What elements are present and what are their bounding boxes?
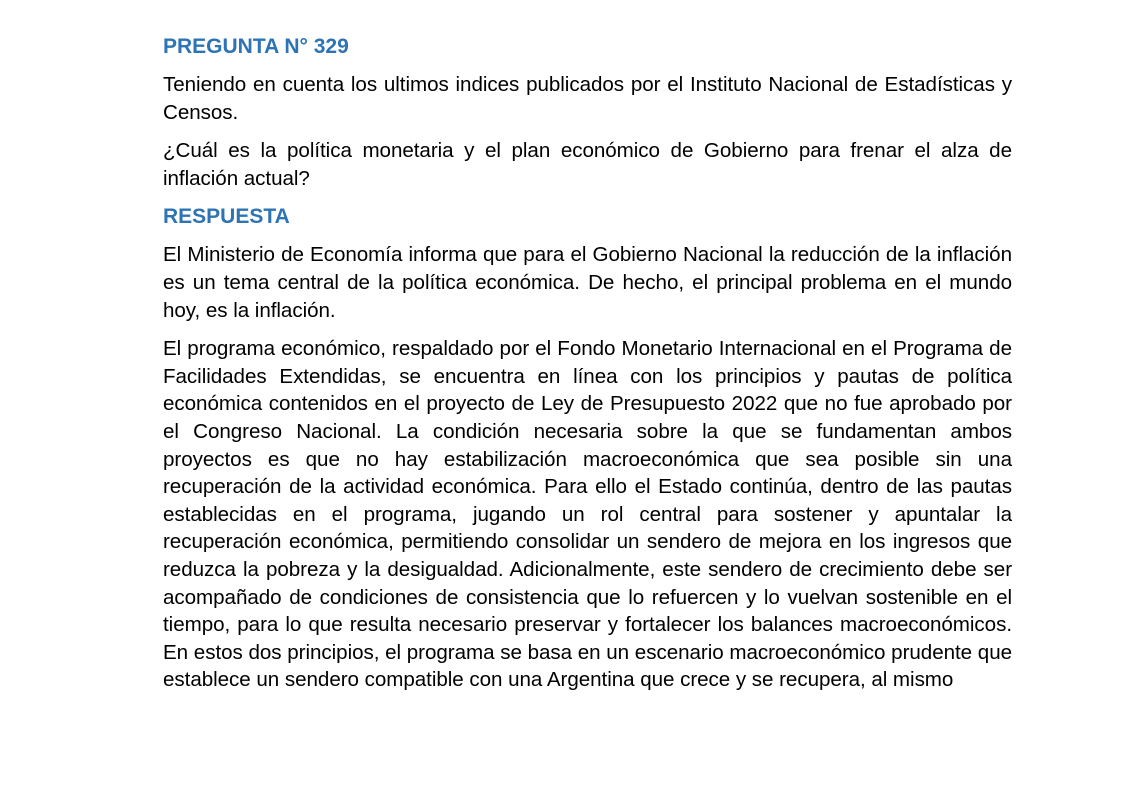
answer-paragraph: El Ministerio de Economía informa que para el Gobierno Nacional la reducción de la inflación es un tema central de la política económica. De hecho, el principal problema en el mundo hoy, es la inflación.: [163, 243, 1012, 322]
question-paragraph: ¿Cuál es la política monetaria y el plan económico de Gobierno para frenar el alza de inflación actual?: [163, 139, 1012, 190]
answer-heading: RESPUESTA: [163, 205, 290, 229]
question-heading: PREGUNTA N° 329: [163, 35, 349, 58]
document-page: [163, 33, 1012, 705]
answer-paragraph: El programa económico, respaldado por el Fondo Monetario Internacional en el Programa de Facilidades Extendidas, se encuentra en línea con los principios y pautas de política económica contenidos en el proyecto de Ley de Presupuesto 2022 que no fue aprobado por el Congreso Nacional. La condición necesaria sobre la que se fundamentan ambos proyectos es que no hay estabilización macroeconómica que sea posible sin una recuperación de la actividad económica. Para ello el Estado continúa, dentro de las pautas establecidas en el programa, jugando un rol central para sostener y apuntalar la recuperación económica, permitiendo consolidar un sendero de mejora en los ingresos que reduzca la pobreza y la desigualdad. Adicionalmente, este sendero de crecimiento debe ser acompañado de condiciones de consistencia que lo refuercen y lo vuelvan sostenible en el tiempo, para lo que resulta necesario preservar y fortalecer los balances macroeconómicos. En estos dos principios, el programa se basa en un escenario macroeconómico prudente que establece un sendero compatible con una Argentina que crece y se recupera, al mismo: [163, 337, 1012, 692]
question-paragraph: Teniendo en cuenta los ultimos indices publicados por el Instituto Nacional de Estadísticas y Censos.: [163, 73, 1012, 124]
